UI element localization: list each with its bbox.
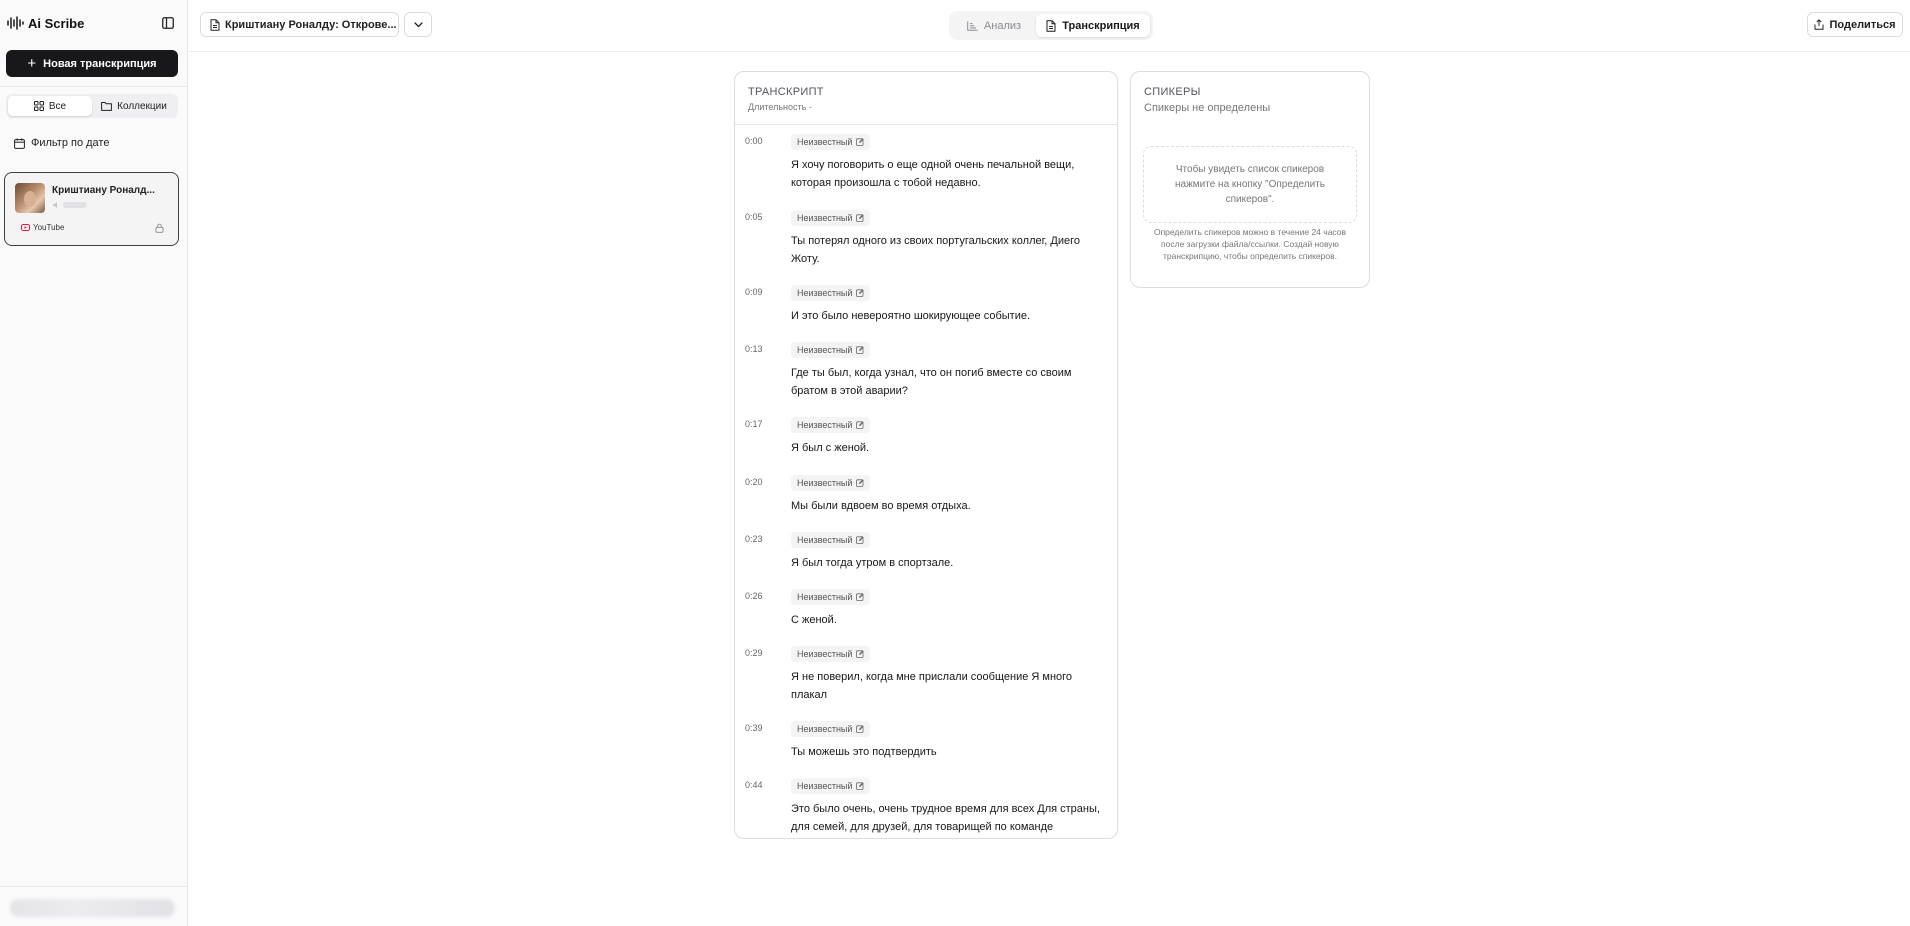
speaker-tag[interactable] <box>791 475 870 491</box>
transcript-header <box>735 72 1117 125</box>
view-tabs <box>949 11 1153 40</box>
filter-by-date-label: Фильтр по дате <box>31 137 110 149</box>
segment-text: Я не поверил, когда мне прислали сообщение Я много плакал <box>791 671 1073 701</box>
tab-transcription[interactable] <box>1036 14 1150 37</box>
speaker-tag[interactable] <box>791 532 870 548</box>
sidebar <box>0 0 188 926</box>
plus-icon: + <box>27 55 37 72</box>
new-transcription-label: Новая транскрипция <box>43 57 157 70</box>
edit-icon <box>856 650 864 658</box>
transcription-card[interactable] <box>4 172 179 246</box>
card-source <box>21 223 64 232</box>
speaker-tag[interactable] <box>791 778 870 794</box>
new-transcription-button[interactable] <box>6 50 178 77</box>
edit-icon <box>856 479 864 487</box>
speaker-tag[interactable] <box>791 285 870 301</box>
transcript-duration: Длительность - <box>748 102 812 112</box>
card-source-label: YouTube <box>33 223 65 232</box>
segment-time[interactable]: 0:09 <box>745 287 763 297</box>
speakers-title: СПИКЕРЫ <box>1144 86 1201 98</box>
speaker-label: Неизвестный <box>797 592 853 602</box>
segment-time[interactable]: 0:29 <box>745 648 763 658</box>
sidebar-divider <box>0 86 188 87</box>
speakers-subtitle: Спикеры не определены <box>1144 102 1271 114</box>
lock-button[interactable] <box>155 221 164 236</box>
speaker-label: Неизвестный <box>797 478 853 488</box>
transcript-panel <box>734 71 1118 839</box>
segment-time[interactable]: 0:20 <box>745 477 763 487</box>
tab-transcription-label: Транскрипция <box>1062 19 1140 32</box>
tab-all[interactable] <box>8 96 92 116</box>
segment-time[interactable]: 0:05 <box>745 212 763 222</box>
speaker-tag[interactable] <box>791 589 870 605</box>
speaker-label: Неизвестный <box>797 137 853 147</box>
segment-text: С женой. <box>791 614 837 626</box>
speaker-label: Неизвестный <box>797 781 853 791</box>
segment-text: Я хочу поговорить о еще одной очень печальной вещи, которая произошла с тобой недавно. <box>791 159 1075 189</box>
card-title: Криштиану Роналд... <box>52 185 155 196</box>
segment-time[interactable]: 0:44 <box>745 780 763 790</box>
speakers-panel <box>1130 71 1370 288</box>
share-icon <box>1814 19 1824 30</box>
tab-analysis-label: Анализ <box>983 19 1022 32</box>
chart-icon <box>967 21 978 31</box>
grid-icon <box>34 101 44 111</box>
document-title-button[interactable] <box>200 12 399 37</box>
tab-collections-label: Коллекции <box>117 100 167 112</box>
segment-text: Это было очень, очень трудное время для всех Для страны, для семей, для друзей, для товарищей по команде <box>791 803 1100 833</box>
speaker-tag[interactable] <box>791 342 870 358</box>
speaker-label: Неизвестный <box>797 649 853 659</box>
speaker-tag[interactable] <box>791 721 870 737</box>
segment-time[interactable]: 0:17 <box>745 419 763 429</box>
tab-collections[interactable] <box>92 96 176 116</box>
segment-text: Где ты был, когда узнал, что он погиб вместе со своим братом в этой аварии? <box>791 367 1072 397</box>
chevron-down-icon <box>414 22 423 28</box>
card-meta-blur <box>63 202 87 208</box>
document-menu-button[interactable] <box>404 12 432 37</box>
logo-row <box>0 0 188 46</box>
calendar-icon <box>14 138 25 149</box>
share-button[interactable] <box>1807 12 1903 37</box>
share-label: Поделиться <box>1829 18 1896 31</box>
edit-icon <box>856 782 864 790</box>
edit-icon <box>856 214 864 222</box>
sidebar-toggle-button[interactable] <box>161 16 175 30</box>
speaker-tag[interactable] <box>791 417 870 433</box>
speaker-tag[interactable] <box>791 210 870 226</box>
segment-text: Я был с женой. <box>791 442 870 454</box>
speaker-label: Неизвестный <box>797 420 853 430</box>
document-title: Криштиану Роналду: Открове... <box>225 18 397 31</box>
segment-time[interactable]: 0:26 <box>745 591 763 601</box>
thumbnail <box>15 183 45 213</box>
tab-analysis[interactable] <box>952 14 1036 37</box>
segment-time[interactable]: 0:23 <box>745 534 763 544</box>
speaker-tag[interactable] <box>791 646 870 662</box>
lock-icon <box>155 223 164 233</box>
tab-all-label: Все <box>48 100 67 112</box>
app-title: Ai Scribe <box>28 15 85 31</box>
sidebar-bottom-divider <box>0 886 188 887</box>
segment-time[interactable]: 0:39 <box>745 723 763 733</box>
edit-icon <box>856 346 864 354</box>
waveform-icon <box>7 16 24 30</box>
audio-icon <box>52 201 60 209</box>
user-account[interactable] <box>10 899 175 917</box>
speakers-empty-state: Чтобы увидеть список спикеров нажмите на кнопку "Определить спикеров". <box>1143 146 1357 223</box>
segment-time[interactable]: 0:13 <box>745 344 763 354</box>
speaker-label: Неизвестный <box>797 213 853 223</box>
card-meta <box>52 201 87 209</box>
speaker-tag[interactable] <box>791 134 870 150</box>
sidebar-filter-tabs <box>6 94 178 118</box>
speakers-note: Определить спикеров можно в течение 24 часов после загрузки файла/ссылки. Создай новую транскрипцию, чтобы определить спикеров. <box>1153 227 1347 261</box>
folder-icon <box>101 101 112 111</box>
top-bar <box>189 0 1910 52</box>
edit-icon <box>856 138 864 146</box>
speaker-label: Неизвестный <box>797 288 853 298</box>
sidebar-toggle-icon <box>162 17 174 29</box>
youtube-icon <box>21 224 30 231</box>
edit-icon <box>856 593 864 601</box>
edit-icon <box>856 421 864 429</box>
transcript-segment-list[interactable] <box>735 126 1117 839</box>
transcript-title: ТРАНСКРИПТ <box>748 86 824 98</box>
edit-icon <box>856 725 864 733</box>
segment-text: Мы были вдвоем во время отдыха. <box>791 500 971 512</box>
speaker-label: Неизвестный <box>797 345 853 355</box>
edit-icon <box>856 536 864 544</box>
edit-icon <box>856 289 864 297</box>
speaker-label: Неизвестный <box>797 535 853 545</box>
document-icon <box>210 19 220 31</box>
document-icon <box>1046 20 1056 32</box>
speaker-label: Неизвестный <box>797 724 853 734</box>
segment-text: Я был тогда утром в спортзале. <box>791 557 954 569</box>
filter-by-date[interactable] <box>14 137 109 149</box>
segment-text: Ты можешь это подтвердить <box>791 746 937 758</box>
segment-text: Ты потерял одного из своих португальских коллег, Диего Жоту. <box>791 235 1081 265</box>
segment-text: И это было невероятно шокирующее событие. <box>791 310 1031 322</box>
segment-time[interactable]: 0:00 <box>745 136 763 146</box>
